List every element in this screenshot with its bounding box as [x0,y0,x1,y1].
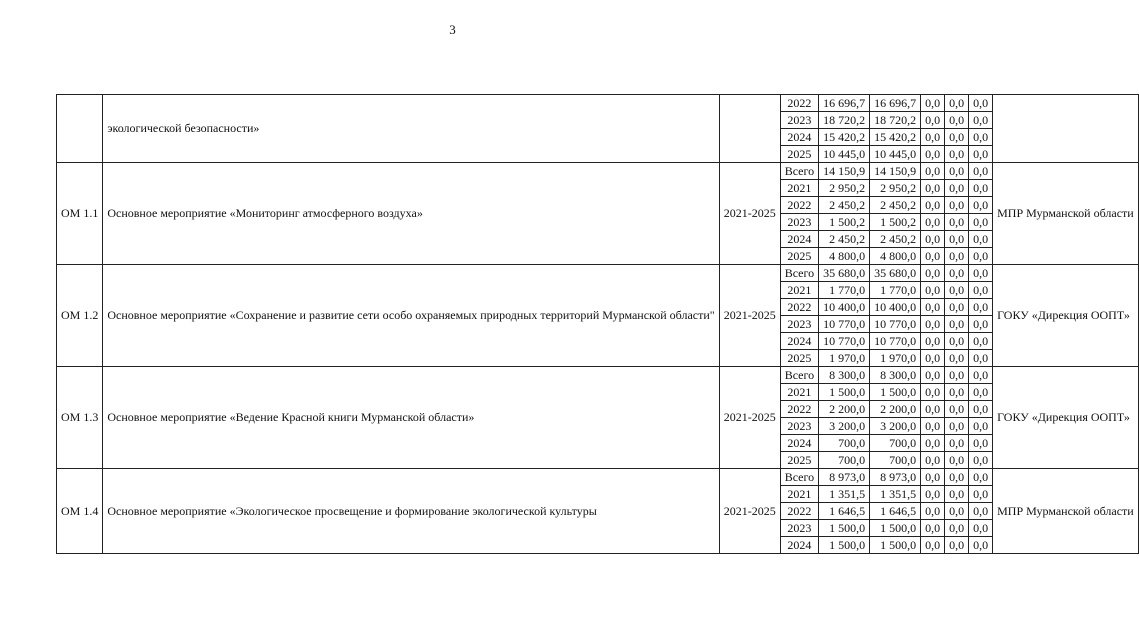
amount-cell: 0,0 [969,197,993,214]
amount-cell: 2 950,2 [870,180,921,197]
amount-cell: 0,0 [921,486,945,503]
amount-cell: 0,0 [969,316,993,333]
year-cell: 2021 [780,282,818,299]
table-row [57,95,1139,112]
amount-cell: 10 770,0 [870,316,921,333]
amount-cell: 2 450,2 [870,197,921,214]
year-cell: 2021 [780,486,818,503]
amount-cell: 0,0 [921,367,945,384]
amount-cell: 10 400,0 [870,299,921,316]
term-cell: 2021-2025 [719,367,780,469]
year-cell: 2023 [780,316,818,333]
table-row [57,163,1139,180]
amount-cell: 0,0 [969,469,993,486]
amount-cell: 2 200,0 [870,401,921,418]
table-row [57,469,1139,486]
activity-name-cell: Основное мероприятие «Экологическое просвещение и формирование экологической культуры [103,469,719,554]
code-cell [57,95,103,163]
amount-cell: 0,0 [945,384,969,401]
amount-cell: 0,0 [945,316,969,333]
total-cell: 1 500,0 [819,520,870,537]
amount-cell: 0,0 [969,520,993,537]
amount-cell: 0,0 [969,350,993,367]
amount-cell: 0,0 [921,197,945,214]
activity-code-cell: ОМ 1.1 [57,163,103,265]
amount-cell: 0,0 [921,503,945,520]
total-cell: 2 950,2 [819,180,870,197]
amount-cell: 0,0 [945,537,969,554]
amount-cell: 0,0 [969,248,993,265]
amount-cell: 18 720,2 [870,112,921,129]
year-cell: 2021 [780,180,818,197]
activity-name-cell: экологической безопасности» [103,95,719,163]
amount-cell: 0,0 [921,333,945,350]
amount-cell: 0,0 [921,163,945,180]
amount-cell: 0,0 [969,95,993,112]
amount-cell: 1 500,0 [870,537,921,554]
amount-cell: 0,0 [945,197,969,214]
amount-cell: 0,0 [921,248,945,265]
total-cell: 2 200,0 [819,401,870,418]
amount-cell: 10 445,0 [870,146,921,163]
amount-cell: 0,0 [945,435,969,452]
executor-cell: МПР Мурманской области [993,163,1139,265]
amount-cell: 1 646,5 [870,503,921,520]
total-cell: 10 770,0 [819,333,870,350]
amount-cell: 0,0 [969,401,993,418]
amount-cell: 0,0 [945,503,969,520]
amount-cell: 15 420,2 [870,129,921,146]
amount-cell: 1 500,2 [870,214,921,231]
activity-code-cell: ОМ 1.4 [57,469,103,554]
year-cell: 2025 [780,452,818,469]
term-cell: 2021-2025 [719,265,780,367]
year-cell: 2024 [780,435,818,452]
amount-cell: 0,0 [969,299,993,316]
total-cell: 1 500,0 [819,384,870,401]
amount-cell: 0,0 [969,384,993,401]
amount-cell: 0,0 [945,452,969,469]
amount-cell: 0,0 [921,350,945,367]
total-cell: 1 970,0 [819,350,870,367]
amount-cell: 0,0 [921,112,945,129]
page-number: 3 [449,22,456,37]
amount-cell: 0,0 [921,469,945,486]
total-cell: 1 351,5 [819,486,870,503]
amount-cell: 0,0 [945,163,969,180]
executor-cell: МПР Мурманской области [993,469,1139,554]
amount-cell: 0,0 [945,486,969,503]
total-cell: 18 720,2 [819,112,870,129]
amount-cell: 0,0 [945,231,969,248]
amount-cell: 0,0 [921,180,945,197]
year-cell: 2022 [780,197,818,214]
year-cell: 2022 [780,401,818,418]
amount-cell: 0,0 [969,503,993,520]
year-cell: 2022 [780,299,818,316]
amount-cell: 0,0 [969,333,993,350]
executor-cell: ГОКУ «Дирекция ООПТ» [993,265,1139,367]
total-cell: 10 770,0 [819,316,870,333]
year-cell: 2021 [780,384,818,401]
amount-cell: 0,0 [969,452,993,469]
amount-cell: 1 500,0 [870,520,921,537]
amount-cell: 0,0 [945,520,969,537]
amount-cell: 0,0 [921,435,945,452]
year-cell: 2025 [780,248,818,265]
activity-code-cell: ОМ 1.2 [57,265,103,367]
amount-cell: 0,0 [921,401,945,418]
total-cell: 1 770,0 [819,282,870,299]
amount-cell: 0,0 [921,316,945,333]
total-cell: 1 500,0 [819,537,870,554]
year-cell: 2024 [780,333,818,350]
year-cell: Всего [780,367,818,384]
term-cell: 2021-2025 [719,469,780,554]
amount-cell: 0,0 [969,282,993,299]
amount-cell: 1 500,0 [870,384,921,401]
amount-cell: 0,0 [921,214,945,231]
amount-cell: 0,0 [921,520,945,537]
amount-cell: 0,0 [921,231,945,248]
total-cell: 10 400,0 [819,299,870,316]
budget-table [56,94,1139,554]
amount-cell: 0,0 [945,299,969,316]
amount-cell: 0,0 [945,265,969,282]
year-cell: 2024 [780,129,818,146]
amount-cell: 0,0 [945,214,969,231]
table-row [57,367,1139,384]
amount-cell: 0,0 [969,486,993,503]
total-cell: 15 420,2 [819,129,870,146]
activity-name-cell: Основное мероприятие «Ведение Красной книги Мурманской области» [103,367,719,469]
amount-cell: 0,0 [969,435,993,452]
year-cell: 2022 [780,503,818,520]
total-cell: 1 646,5 [819,503,870,520]
total-cell: 14 150,9 [819,163,870,180]
total-cell: 1 500,2 [819,214,870,231]
year-cell: 2023 [780,214,818,231]
amount-cell: 0,0 [921,452,945,469]
amount-cell: 0,0 [921,384,945,401]
amount-cell: 0,0 [921,282,945,299]
amount-cell: 0,0 [921,129,945,146]
activity-name-cell: Основное мероприятие «Мониторинг атмосферного воздуха» [103,163,719,265]
amount-cell: 0,0 [921,418,945,435]
year-cell: 2023 [780,418,818,435]
amount-cell: 0,0 [945,95,969,112]
total-cell: 16 696,7 [819,95,870,112]
amount-cell: 0,0 [921,146,945,163]
amount-cell: 0,0 [969,214,993,231]
amount-cell: 0,0 [969,112,993,129]
amount-cell: 0,0 [945,112,969,129]
amount-cell: 0,0 [921,537,945,554]
amount-cell: 1 770,0 [870,282,921,299]
total-cell: 4 800,0 [819,248,870,265]
activity-name-cell: Основное мероприятие «Сохранение и развитие сети особо охраняемых природных территорий Мурманской области" [103,265,719,367]
executor-cell [993,95,1139,163]
amount-cell: 0,0 [945,248,969,265]
year-cell: 2023 [780,520,818,537]
amount-cell: 0,0 [969,265,993,282]
amount-cell: 35 680,0 [870,265,921,282]
amount-cell: 0,0 [969,129,993,146]
term-cell [719,95,780,163]
amount-cell: 8 300,0 [870,367,921,384]
total-cell: 8 300,0 [819,367,870,384]
amount-cell: 14 150,9 [870,163,921,180]
amount-cell: 0,0 [945,146,969,163]
total-cell: 3 200,0 [819,418,870,435]
amount-cell: 4 800,0 [870,248,921,265]
amount-cell: 1 970,0 [870,350,921,367]
amount-cell: 0,0 [945,350,969,367]
total-cell: 2 450,2 [819,197,870,214]
amount-cell: 0,0 [921,265,945,282]
amount-cell: 3 200,0 [870,418,921,435]
amount-cell: 16 696,7 [870,95,921,112]
table-row [57,265,1139,282]
year-cell: 2025 [780,350,818,367]
amount-cell: 0,0 [969,418,993,435]
amount-cell: 0,0 [945,333,969,350]
table-body [57,95,1139,554]
amount-cell: 0,0 [945,180,969,197]
amount-cell: 10 770,0 [870,333,921,350]
amount-cell: 0,0 [969,180,993,197]
year-cell: 2023 [780,112,818,129]
amount-cell: 0,0 [969,231,993,248]
executor-cell: ГОКУ «Дирекция ООПТ» [993,367,1139,469]
term-cell: 2021-2025 [719,163,780,265]
amount-cell: 0,0 [969,367,993,384]
amount-cell: 1 351,5 [870,486,921,503]
total-cell: 2 450,2 [819,231,870,248]
amount-cell: 0,0 [945,401,969,418]
year-cell: Всего [780,163,818,180]
amount-cell: 0,0 [945,129,969,146]
amount-cell: 0,0 [969,163,993,180]
total-cell: 700,0 [819,452,870,469]
amount-cell: 0,0 [945,469,969,486]
year-cell: 2024 [780,537,818,554]
total-cell: 35 680,0 [819,265,870,282]
amount-cell: 0,0 [969,146,993,163]
amount-cell: 0,0 [945,418,969,435]
amount-cell: 0,0 [969,537,993,554]
year-cell: Всего [780,469,818,486]
amount-cell: 700,0 [870,435,921,452]
total-cell: 700,0 [819,435,870,452]
amount-cell: 2 450,2 [870,231,921,248]
amount-cell: 8 973,0 [870,469,921,486]
total-cell: 8 973,0 [819,469,870,486]
amount-cell: 0,0 [921,95,945,112]
year-cell: 2025 [780,146,818,163]
total-cell: 10 445,0 [819,146,870,163]
year-cell: 2024 [780,231,818,248]
amount-cell: 0,0 [921,299,945,316]
year-cell: Всего [780,265,818,282]
year-cell: 2022 [780,95,818,112]
amount-cell: 700,0 [870,452,921,469]
activity-code-cell: ОМ 1.3 [57,367,103,469]
amount-cell: 0,0 [945,367,969,384]
amount-cell: 0,0 [945,282,969,299]
